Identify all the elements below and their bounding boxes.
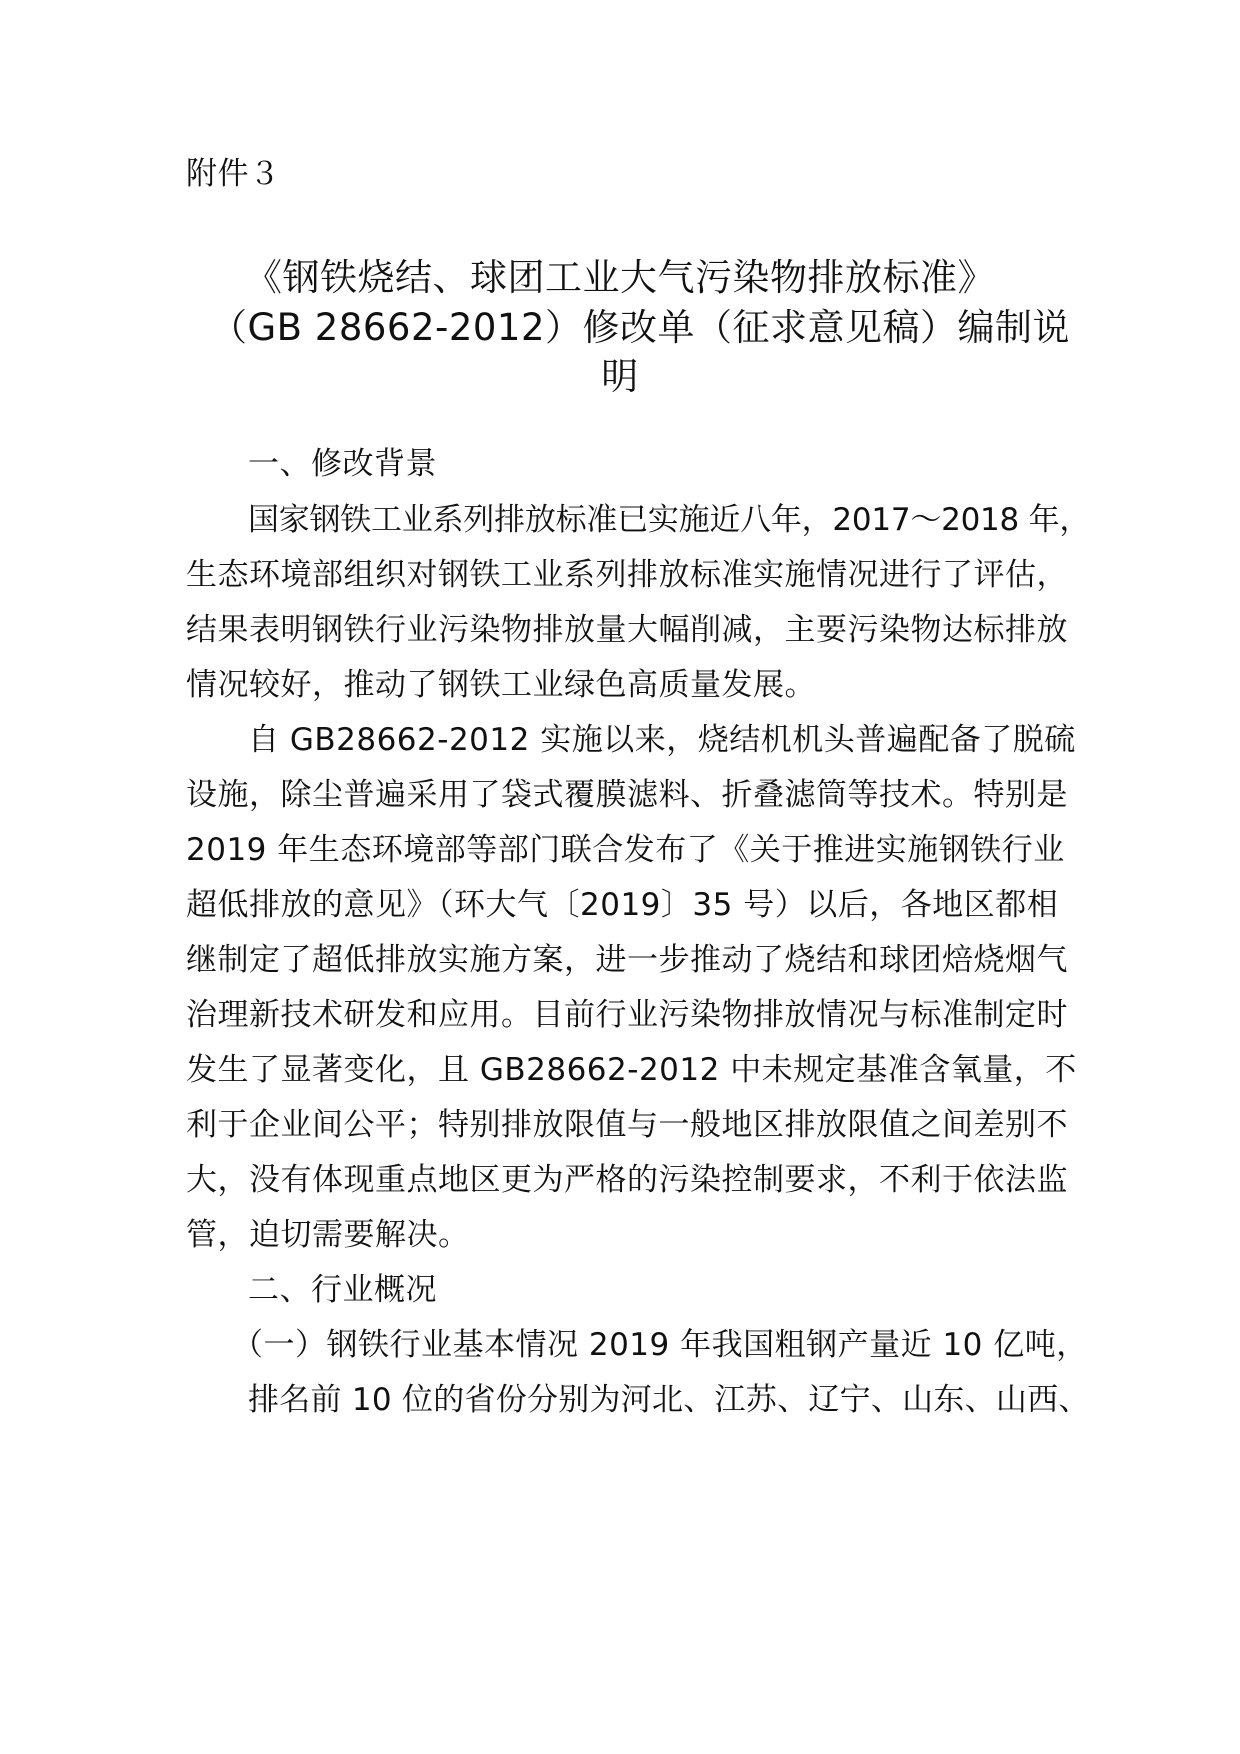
paragraph-line: 排名前 10 位的省份分别为河北、江苏、辽宁、山东、山西、 [248,1382,1090,1418]
paragraph-line: （一）钢铁行业基本情况 2019 年我国粗钢产量近 10 亿吨， [232,1327,1088,1363]
paragraph-line: 大，没有体现重点地区更为严格的污染控制要求，不利于依法监 [186,1162,1068,1198]
section-heading: 二、行业概况 [248,1272,437,1308]
paragraph-line: 继制定了超低排放实施方案，进一步推动了烧结和球团焙烧烟气 [186,942,1068,978]
paragraph-line: 国家钢铁工业系列排放标准已实施近八年，2017～2018 年， [248,502,1091,538]
title-line-2: （GB 28662-2012）修改单（征求意见稿）编制说 [209,306,1071,349]
paragraph-line: 设施，除尘普遍采用了袋式覆膜滤料、折叠滤筒等技术。特别是 [186,777,1068,813]
paragraph-line: 2019 年生态环境部等部门联合发布了《关于推进实施钢铁行业 [186,832,1065,868]
paragraph-line: 自 GB28662-2012 实施以来，烧结机机头普遍配备了脱硫 [248,722,1076,758]
attachment-label: 附件３ [186,156,281,192]
paragraph-line: 利于企业间公平；特别排放限值与一般地区排放限值之间差别不 [186,1107,1068,1143]
paragraph-line: 情况较好，推动了钢铁工业绿色高质量发展。 [186,667,816,703]
section-heading: 一、修改背景 [248,446,437,482]
title-line-1: 《钢铁烧结、球团工业大气污染物排放标准》 [245,256,995,299]
paragraph-line: 治理新技术研发和应用。目前行业污染物排放情况与标准制定时 [186,997,1068,1033]
paragraph-line: 生态环境部组织对钢铁工业系列排放标准实施情况进行了评估， [186,557,1068,593]
paragraph-line: 发生了显著变化，且 GB28662-2012 中未规定基准含氧量，不 [186,1052,1077,1088]
paragraph-line: 管，迫切需要解决。 [186,1217,470,1253]
paragraph-line: 结果表明钢铁行业污染物排放量大幅削减，主要污染物达标排放 [186,612,1068,648]
title-line-3: 明 [601,355,639,398]
paragraph-line: 超低排放的意见》（环大气〔2019〕35 号）以后，各地区都相 [186,887,1059,923]
